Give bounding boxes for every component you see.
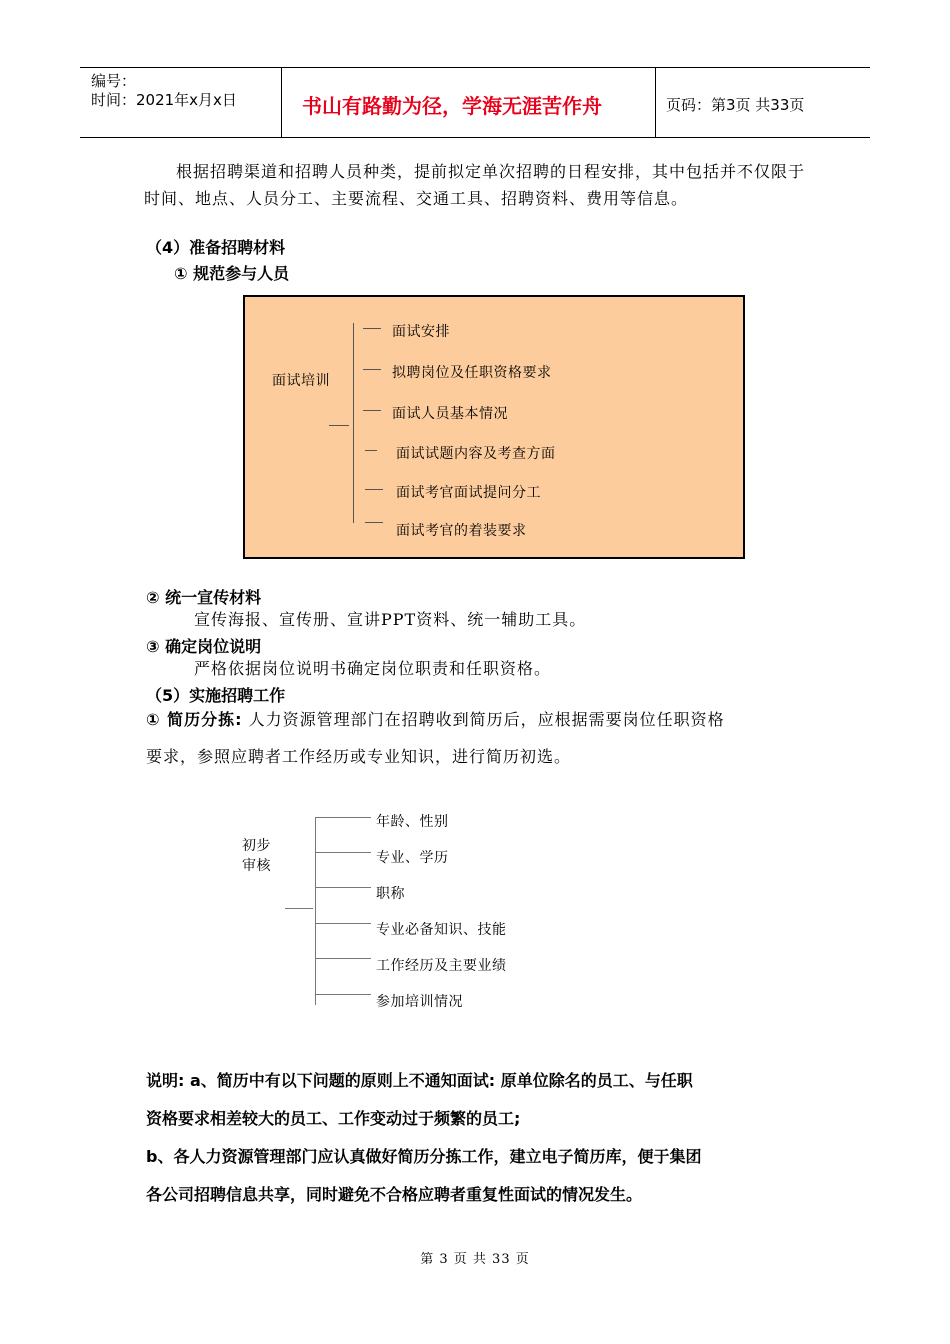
diagram2-item: 专业、学历 (376, 850, 449, 866)
page-header (80, 67, 870, 138)
diagram2-item: 职称 (376, 886, 405, 902)
connector-line (329, 425, 349, 426)
section5-text2: 要求，参照应聘者工作经历或专业知识，进行简历初选。 (146, 747, 572, 766)
bracket-line (353, 323, 354, 523)
connector-line (316, 923, 371, 924)
connector-line (365, 489, 383, 490)
connector-line (363, 410, 381, 411)
page-footer: 第 3 页 共 33 页 (420, 1252, 530, 1267)
header-divider (281, 68, 282, 137)
time-label: 时间：2021年x月x日 (91, 91, 237, 109)
notes (146, 1062, 701, 1214)
diagram2-item: 工作经历及主要业绩 (376, 958, 507, 974)
section5-lead: ① 简历分拣: (146, 710, 243, 729)
page-label: 页码：第3页 共33页 (666, 96, 805, 114)
bracket-line (315, 817, 316, 1005)
header-divider (655, 68, 656, 137)
header-meta (91, 72, 237, 110)
diagram1-item: 拟聘岗位及任职资格要求 (392, 365, 552, 381)
connector-line (316, 994, 371, 995)
diagram2-item: 年龄、性别 (376, 814, 449, 830)
sub3-title: ③ 确定岗位说明 (146, 637, 262, 656)
note-line: 说明: a、简历中有以下问题的原则上不通知面试: 原单位除名的员工、与任职 (146, 1071, 693, 1090)
diagram1-item: 面试安排 (392, 324, 450, 340)
motto: 书山有路勤为径，学海无涯苦作舟 (302, 94, 602, 118)
section4-sub1: ① 规范参与人员 (174, 264, 290, 283)
note-line: 资格要求相差较大的员工、工作变动过于频繁的员工; (146, 1109, 521, 1128)
connector-line (365, 522, 383, 523)
number-label: 编号： (91, 72, 137, 90)
connector-line (363, 328, 381, 329)
sub2-text: 宣传海报、宣传册、宣讲PPT资料、统一辅助工具。 (194, 610, 587, 629)
diagram1-item: 面试试题内容及考查方面 (396, 446, 556, 462)
diagram1-item: 面试考官的着装要求 (396, 523, 527, 539)
connector-line (316, 852, 371, 853)
note-line: 各公司招聘信息共享，同时避免不合格应聘者重复性面试的情况发生。 (146, 1185, 643, 1204)
connector-line (316, 958, 371, 959)
sub2-title: ② 统一宣传材料 (146, 588, 262, 607)
diagram2-root-line2: 审核 (242, 858, 271, 874)
section5-text1: 人力资源管理部门在招聘收到简历后，应根据需要岗位任职资格 (242, 710, 725, 729)
initial-review-diagram (230, 800, 550, 1020)
connector-line (365, 450, 377, 451)
sub3-text: 严格依据岗位说明书确定岗位职责和任职资格。 (194, 659, 552, 678)
connector-line (285, 908, 313, 909)
interview-training-diagram (243, 295, 745, 559)
diagram2-root-line1: 初步 (242, 838, 271, 854)
diagram1-root: 面试培训 (272, 373, 330, 389)
connector-line (363, 369, 381, 370)
diagram2-item: 专业必备知识、技能 (376, 922, 507, 938)
note-line: b、各人力资源管理部门应认真做好简历分拣工作，建立电子简历库，便于集团 (146, 1147, 702, 1166)
connector-line (316, 887, 371, 888)
intro-paragraph: 根据招聘渠道和招聘人员种类，提前拟定单次招聘的日程安排，其中包括并不仅限于时间、地点、人员分工、主要流程、交通工具、招聘资料、费用等信息。 (144, 162, 806, 208)
diagram1-item: 面试人员基本情况 (392, 406, 508, 422)
diagram1-item: 面试考官面试提问分工 (396, 485, 541, 501)
section4-title: （4）准备招聘材料 (146, 238, 286, 257)
section5-paragraph (146, 706, 725, 733)
connector-line (316, 817, 371, 818)
diagram2-item: 参加培训情况 (376, 994, 463, 1010)
section5-title: （5）实施招聘工作 (146, 686, 286, 705)
